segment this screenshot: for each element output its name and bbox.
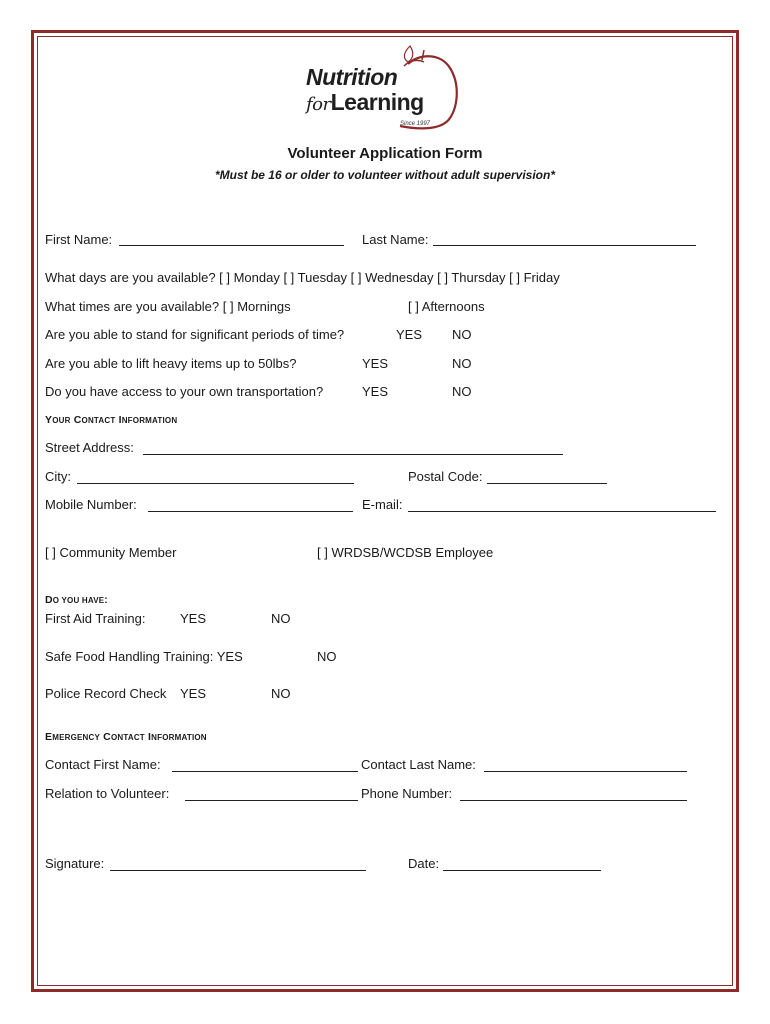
police-check-no-option[interactable]: NO <box>271 686 291 701</box>
community-member-option[interactable]: [ ] Community Member <box>45 545 177 560</box>
postal-code-label: Postal Code: <box>408 469 483 484</box>
contact-last-name-label: Contact Last Name: <box>361 757 476 772</box>
relation-field[interactable] <box>185 800 358 801</box>
transport-yes-option[interactable]: YES <box>362 384 389 399</box>
city-field[interactable] <box>77 483 354 484</box>
form-subtitle: *Must be 16 or older to volunteer without adult supervision* <box>214 168 556 182</box>
lift-question: Are you able to lift heavy items up to 50lbs? <box>45 356 297 371</box>
logo-since-text: Since 1997 <box>400 121 431 127</box>
lift-yes-option[interactable]: YES <box>362 356 389 371</box>
street-address-label: Street Address: <box>45 440 134 455</box>
border-tick-right <box>736 874 739 882</box>
relation-label: Relation to Volunteer: <box>45 786 170 801</box>
times-question[interactable]: What times are you available? [ ] Mornings <box>45 299 291 314</box>
date-label: Date: <box>408 856 440 871</box>
first-name-label: First Name: <box>45 232 113 247</box>
transport-question: Do you have access to your own transportation? <box>45 384 324 399</box>
do-you-have-heading: DO YOU HAVE: <box>45 594 108 606</box>
logo-for-text: for <box>306 94 331 115</box>
logo-learning-text <box>306 89 424 116</box>
emergency-section-heading: EMERGENCY CONTACT INFORMATION <box>45 731 207 743</box>
phone-number-label: Phone Number: <box>361 786 453 801</box>
police-check-yes-option[interactable]: YES <box>180 686 207 701</box>
contact-last-name-field[interactable] <box>484 771 687 772</box>
first-aid-label: First Aid Training: <box>45 611 146 626</box>
mobile-number-label: Mobile Number: <box>45 497 137 512</box>
email-field[interactable] <box>408 511 716 512</box>
police-check-label: Police Record Check <box>45 686 167 701</box>
stand-yes-option[interactable]: YES <box>396 327 423 342</box>
safe-food-label[interactable]: Safe Food Handling Training: YES <box>45 649 243 664</box>
signature-field[interactable] <box>110 870 366 871</box>
transport-no-option[interactable]: NO <box>452 384 472 399</box>
postal-code-field[interactable] <box>487 483 607 484</box>
days-question[interactable]: What days are you available? [ ] Monday [ ] Tuesday [ ] Wednesday [ ] Thursday [ ] Friday <box>45 270 560 285</box>
first-name-field[interactable] <box>119 245 344 246</box>
first-aid-no-option[interactable]: NO <box>271 611 291 626</box>
nutrition-for-learning-logo <box>300 44 470 132</box>
contact-first-name-field[interactable] <box>172 771 358 772</box>
first-aid-yes-option[interactable]: YES <box>180 611 207 626</box>
email-label: E-mail: <box>362 497 403 512</box>
date-field[interactable] <box>443 870 601 871</box>
phone-number-field[interactable] <box>460 800 687 801</box>
city-label: City: <box>45 469 71 484</box>
form-title: Volunteer Application Form <box>287 145 483 162</box>
border-tick-left <box>31 874 34 882</box>
safe-food-no-option[interactable]: NO <box>317 649 337 664</box>
logo-nutrition-text: Nutrition <box>306 64 398 90</box>
employee-option[interactable]: [ ] WRDSB/WCDSB Employee <box>317 545 494 560</box>
lift-no-option[interactable]: NO <box>452 356 472 371</box>
contact-section-heading: YOUR CONTACT INFORMATION <box>45 414 178 426</box>
last-name-field[interactable] <box>433 245 696 246</box>
afternoons-option[interactable]: [ ] Afternoons <box>408 299 485 314</box>
signature-label: Signature: <box>45 856 105 871</box>
last-name-label: Last Name: <box>362 232 429 247</box>
stand-question: Are you able to stand for significant periods of time? <box>45 327 345 342</box>
street-address-field[interactable] <box>143 454 563 455</box>
stand-no-option[interactable]: NO <box>452 327 472 342</box>
logo-learning-word: Learning <box>330 89 424 115</box>
contact-first-name-label: Contact First Name: <box>45 757 161 772</box>
mobile-number-field[interactable] <box>148 511 353 512</box>
